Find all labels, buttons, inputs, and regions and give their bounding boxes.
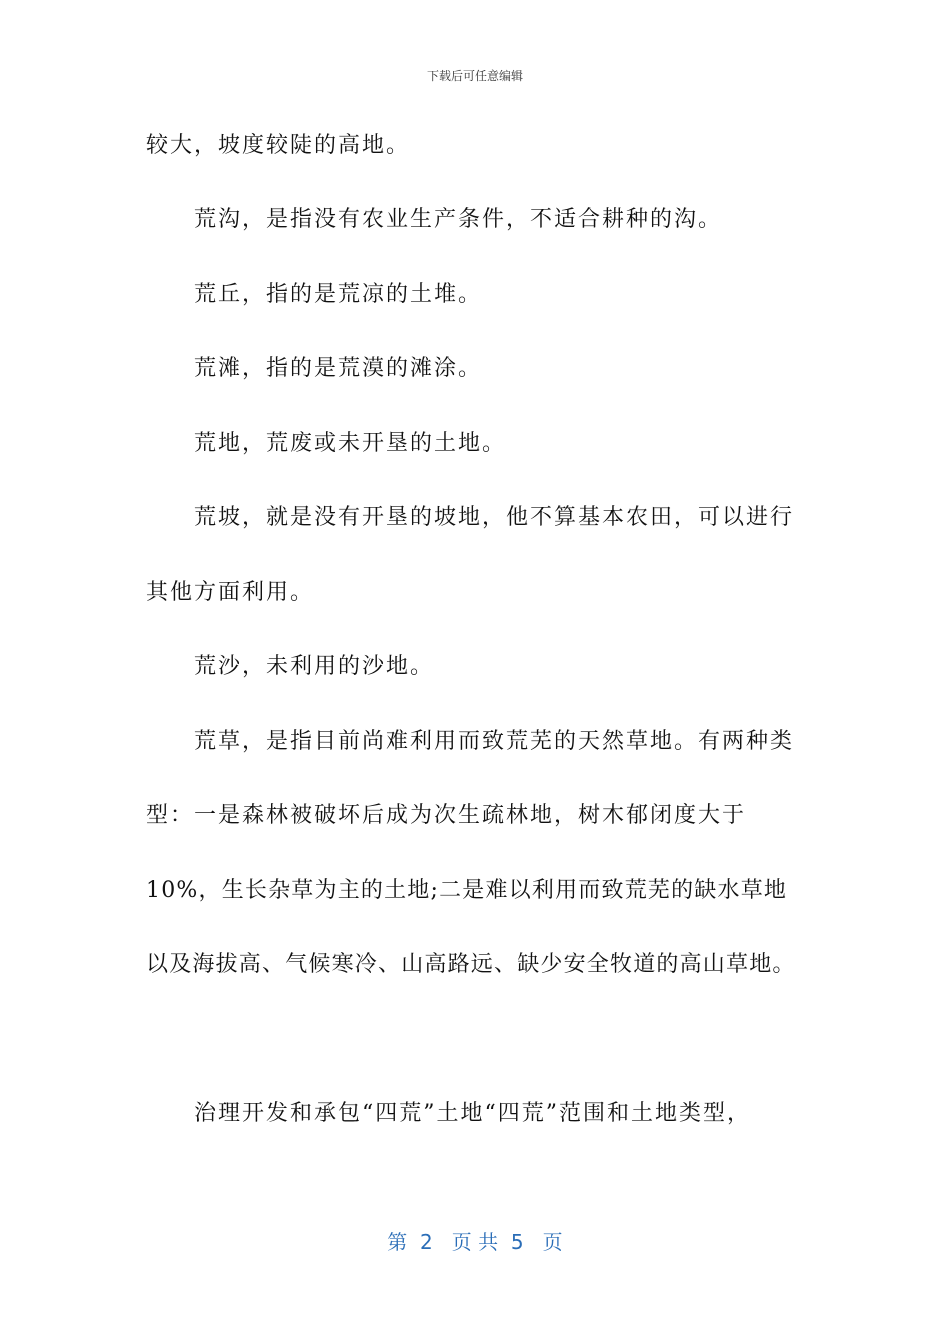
body-line: 荒地，荒废或未开垦的土地。	[194, 431, 507, 456]
body-line: 荒草，是指目前尚难利用而致荒芜的天然草地。有两种类	[194, 729, 795, 754]
body-line: 其他方面利用。	[146, 580, 315, 605]
body-line: 荒滩，指的是荒漠的滩涂。	[194, 356, 483, 381]
body-line: 较大，坡度较陡的高地。	[146, 133, 411, 158]
body-line: 荒丘，指的是荒凉的土堆。	[194, 282, 483, 307]
body-line: 荒沟，是指没有农业生产条件，不适合耕种的沟。	[194, 207, 723, 232]
body-line: 10%，生长杂草为主的土地;二是难以利用而致荒芜的缺水草地	[146, 878, 788, 903]
page-number-footer: 第 2 页 共 5 页	[387, 1230, 563, 1254]
body-line: 荒沙，未利用的沙地。	[194, 654, 435, 679]
body-line: 治理开发和承包“四荒”土地“四荒”范围和土地类型，	[194, 1101, 751, 1126]
page-header-note: 下载后可任意编辑	[426, 69, 523, 83]
body-line: 以及海拔高、气候寒冷、山高路远、缺少安全牧道的高山草地。	[146, 952, 796, 977]
body-line: 荒坡，就是没有开垦的坡地，他不算基本农田，可以进行	[194, 505, 795, 530]
body-line: 型：一是森林被破坏后成为次生疏林地，树木郁闭度大于	[146, 803, 747, 828]
